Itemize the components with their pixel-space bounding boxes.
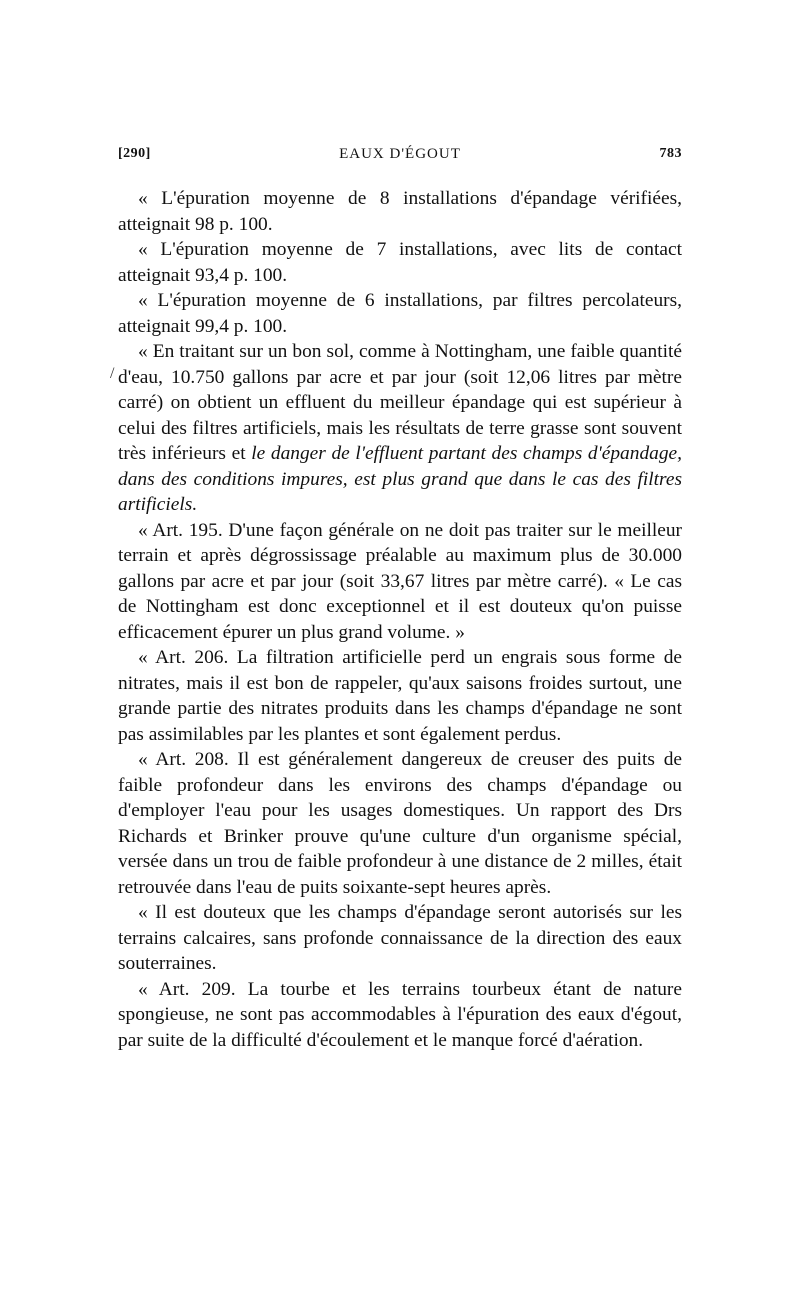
paragraph-art-208: « Art. 208. Il est généralement dangereux de creuser des puits de faible profondeur dans les environs des champs d'épandage ou d'employer l'eau pour les usages domestiques. Un rapport des Drs Richards et Brinker prouve qu'une culture d'un organisme spécial, versée dans un trou de faible profondeur à une distance de 2 milles, était retrouvée dans l'eau de puits soixante-sept heures après. xyxy=(118,749,682,898)
paragraph-2: « L'épuration moyenne de 7 installations, avec lits de contact atteignait 93,4 p. 100. xyxy=(118,239,682,286)
paragraph-3: « L'épuration moyenne de 6 installations, par filtres percolateurs, atteignait 99,4 p. 100. xyxy=(118,290,682,337)
page-reference: [290] xyxy=(118,146,151,161)
margin-note: / xyxy=(110,365,115,382)
running-title: EAUX D'ÉGOUT xyxy=(339,146,461,162)
paragraph-art-209: « Art. 209. La tourbe et les terrains tourbeux étant de nature spongieuse, ne sont pas accommodables à l'épuration des eaux d'égout, par suite de la difficulté d'écoulement et le manque forcé d'aération. xyxy=(118,978,682,1051)
running-header xyxy=(118,146,682,172)
paragraph-1: « L'épuration moyenne de 8 installations d'épandage vérifiées, atteignait 98 p. 100. xyxy=(118,188,682,235)
page-number: 783 xyxy=(659,146,682,161)
book-page xyxy=(110,146,682,1053)
paragraph-calcaires: « Il est douteux que les champs d'épandage seront autorisés sur les terrains calcaires, sans profonde connaissance de la direction des eaux souterraines. xyxy=(118,902,682,974)
page-body xyxy=(118,186,682,1053)
paragraph-art-195: « Art. 195. D'une façon générale on ne doit pas traiter sur le meilleur terrain et après dégrossissage préalable au maximum plus de 30.000 gallons par acre et par jour (soit 33,67 litres par mètre carré). « Le cas de Nottingham est donc exceptionnel et il est douteux qu'on puisse efficacement épurer un plus grand volume. » xyxy=(118,519,682,643)
paragraph-art-206: « Art. 206. La filtration artificielle perd un engrais sous forme de nitrates, mais il est bon de rappeler, qu'aux saisons froides surtout, une grande partie des nitrates produits dans les champs d'épandage ne sont pas assimilables par les plantes et sont également perdus. xyxy=(118,647,682,745)
italic-passage: le danger de l'effluent partant des champs d'épandage, dans des conditions impures, est plus grand que dans le cas des filtres artificiels. xyxy=(118,443,682,515)
paragraph-4: « En traitant sur un bon sol, comme à Nottingham, une faible quantité d'eau, 10.750 gallons par acre et par jour (soit 12,06 litres par mètre carré) on obtient un effluent du meilleur épandage qui est supérieur à celui des filtres artificiels, mais les résultats de terre grasse sont souvent très inférieurs et le danger de l'effluent partant des champs d'épandage, dans des conditions impures, est plus grand que dans le cas des filtres artificiels. xyxy=(118,341,682,515)
